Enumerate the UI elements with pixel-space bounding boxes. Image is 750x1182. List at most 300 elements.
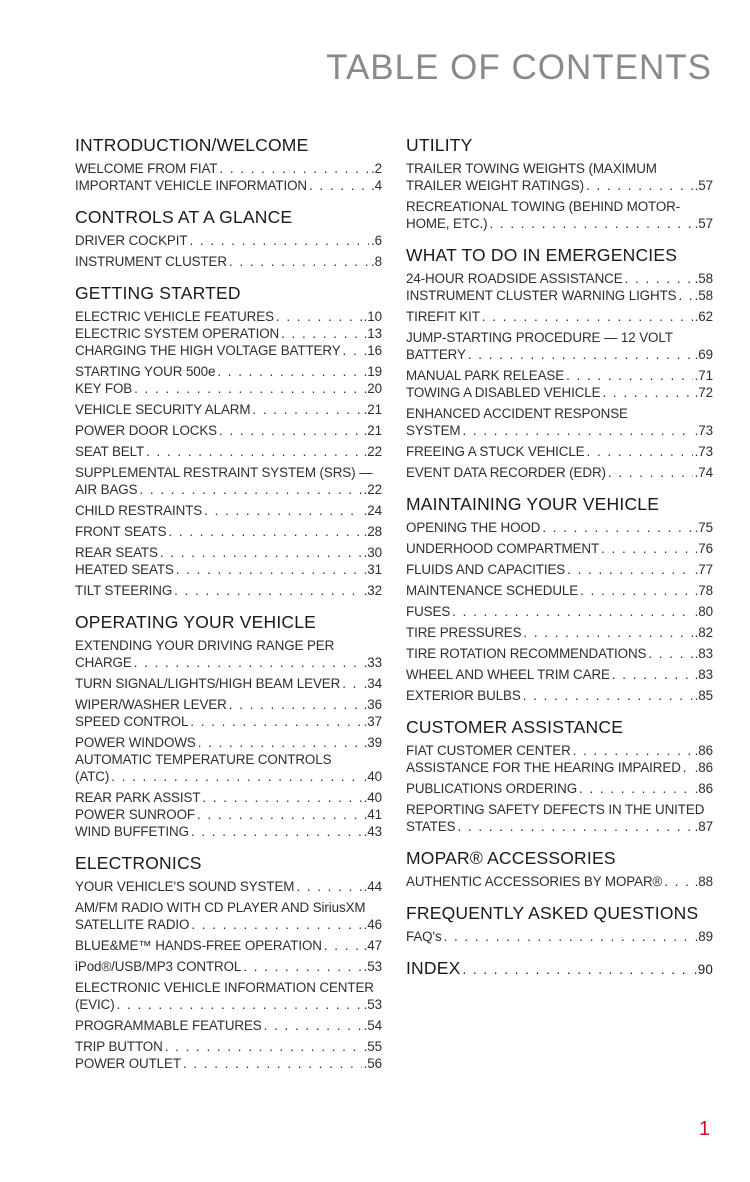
toc-entry-group <box>406 561 713 578</box>
toc-section-maintaining-your-vehicle <box>406 493 713 704</box>
entry-text: POWER WINDOWS <box>75 735 196 750</box>
entry-text: SYSTEM <box>406 423 461 438</box>
toc-entry[interactable] <box>75 464 382 498</box>
dot-leader <box>189 232 369 249</box>
entry-text: ELECTRIC SYSTEM OPERATION <box>75 326 280 341</box>
section-title-text: GETTING STARTED <box>75 283 241 303</box>
toc-entry-group <box>75 582 382 599</box>
entry-line <box>406 645 713 662</box>
entry-line <box>406 928 713 945</box>
section-title <box>75 852 382 874</box>
toc-right-column <box>406 134 713 993</box>
toc-section-what-to-do-in-emergencies <box>406 244 713 481</box>
entry-page-number: . 80 <box>695 603 713 620</box>
entry-line <box>406 561 713 578</box>
entry-text: INSTRUMENT CLUSTER <box>75 254 227 269</box>
dot-leader <box>342 675 361 692</box>
toc-entry-group <box>75 734 382 785</box>
toc-section-frequently-asked-questions <box>406 902 713 945</box>
entry-text: BATTERY <box>406 347 466 362</box>
toc-section-index <box>406 957 713 981</box>
entry-page-number: . 28 <box>364 523 382 540</box>
entry-text: REAR PARK ASSIST <box>75 790 201 805</box>
entry-line <box>75 1017 382 1034</box>
entry-page-number: . 19 <box>364 363 382 380</box>
toc-entry[interactable] <box>406 405 713 439</box>
toc-entry[interactable] <box>75 582 382 599</box>
toc-entry[interactable] <box>75 696 382 713</box>
section-title-text: ELECTRONICS <box>75 853 202 873</box>
toc-entry-group <box>406 624 713 641</box>
toc-entry[interactable] <box>75 544 382 561</box>
dot-leader <box>176 561 362 578</box>
toc-entry-group <box>75 160 382 194</box>
section-title-text: MOPAR® ACCESSORIES <box>406 848 616 868</box>
entry-line <box>75 342 382 359</box>
entry-page-number: . 86 <box>695 759 713 776</box>
entry-line <box>75 806 382 823</box>
toc-entry[interactable] <box>75 502 382 519</box>
entry-text: VEHICLE SECURITY ALARM <box>75 402 251 417</box>
dot-leader <box>683 759 693 776</box>
entry-page-number: . 75 <box>695 519 713 536</box>
entry-line <box>406 666 713 683</box>
entry-page-number: . 13 <box>364 325 382 342</box>
entry-line <box>75 996 382 1013</box>
dot-leader <box>191 916 361 933</box>
section-title-text: INTRODUCTION/WELCOME <box>75 135 309 155</box>
dot-leader <box>296 878 361 895</box>
dot-leader <box>197 806 362 823</box>
entry-page-number: . 20 <box>364 380 382 397</box>
toc-entry-group <box>75 899 382 933</box>
entry-text: PROGRAMMABLE FEATURES <box>75 1018 262 1033</box>
dot-leader <box>612 666 693 683</box>
toc-entry[interactable] <box>406 464 713 481</box>
section-title-text: INDEX <box>406 958 461 978</box>
toc-section-utility <box>406 134 713 232</box>
toc-entry[interactable] <box>75 937 382 954</box>
dot-leader <box>678 287 692 304</box>
entry-page-number: . 6 <box>371 232 382 249</box>
toc-entry[interactable] <box>75 308 382 325</box>
entry-text-line1: AUTOMATIC TEMPERATURE CONTROLS <box>75 752 332 767</box>
entry-text-line1: REPORTING SAFETY DEFECTS IN THE UNITED <box>406 802 705 817</box>
toc-entry[interactable] <box>406 308 713 325</box>
dot-leader <box>204 502 362 519</box>
toc-entry[interactable] <box>75 899 382 933</box>
toc-entry[interactable] <box>75 401 382 418</box>
toc-entry[interactable] <box>75 806 382 823</box>
dot-leader <box>579 780 693 797</box>
entry-page-number: . 22 <box>364 443 382 460</box>
page-title: TABLE OF CONTENTS <box>326 48 712 87</box>
toc-entry-group <box>75 1038 382 1072</box>
entry-line <box>406 443 713 460</box>
section-title <box>406 716 713 738</box>
dot-leader <box>452 603 693 620</box>
toc-entry[interactable] <box>75 675 382 692</box>
entry-line <box>406 603 713 620</box>
entry-text: SATELLITE RADIO <box>75 917 190 932</box>
entry-page-number: . 74 <box>695 464 713 481</box>
entry-page-number: . 41 <box>364 806 382 823</box>
entry-line <box>406 742 713 759</box>
toc-entry[interactable] <box>406 666 713 683</box>
toc-entry[interactable] <box>75 958 382 975</box>
toc-entry[interactable] <box>406 329 713 363</box>
toc-entry[interactable] <box>406 873 713 890</box>
dot-leader <box>648 645 692 662</box>
entry-text-line1: EXTENDING YOUR DRIVING RANGE PER <box>75 638 335 653</box>
entry-page-number: . 40 <box>364 768 382 785</box>
entry-page-number: . 62 <box>695 308 713 325</box>
dot-leader <box>117 996 362 1013</box>
toc-entry-group <box>75 443 382 460</box>
toc-left-column <box>75 134 382 1084</box>
toc-entry[interactable] <box>75 789 382 806</box>
entry-line <box>75 502 382 519</box>
toc-entry[interactable] <box>406 519 713 536</box>
entry-line <box>75 582 382 599</box>
entry-line <box>75 401 382 418</box>
entry-line <box>75 696 382 713</box>
entry-line <box>75 253 382 270</box>
entry-line <box>406 384 713 401</box>
entry-line <box>75 363 382 380</box>
toc-entry-group <box>406 329 713 363</box>
dot-leader <box>309 177 369 194</box>
toc-entry-group <box>406 540 713 557</box>
dot-leader <box>566 367 693 384</box>
entry-page-number: . 86 <box>695 742 713 759</box>
entry-text: UNDERHOOD COMPARTMENT <box>406 541 600 556</box>
entry-text: WIND BUFFETING <box>75 824 189 839</box>
entry-page-number: . 78 <box>695 582 713 599</box>
toc-entry[interactable] <box>406 928 713 945</box>
toc-entry[interactable] <box>406 561 713 578</box>
dot-leader <box>183 1055 362 1072</box>
toc-entry[interactable] <box>75 823 382 840</box>
entry-page-number: . 31 <box>364 561 382 578</box>
section-title-text: OPERATING YOUR VEHICLE <box>75 612 317 632</box>
entry-line <box>75 1038 382 1055</box>
dot-leader <box>587 443 693 460</box>
toc-entry-group <box>75 958 382 975</box>
toc-entry[interactable] <box>75 734 382 751</box>
dot-leader <box>573 742 693 759</box>
entry-text: CHILD RESTRAINTS <box>75 503 203 518</box>
dot-leader <box>608 464 693 481</box>
toc-entry[interactable] <box>406 198 713 232</box>
entry-text: INSTRUMENT CLUSTER WARNING LIGHTS <box>406 288 677 303</box>
entry-line <box>406 759 713 776</box>
entry-text: TIREFIT KIT <box>406 309 480 324</box>
section-title-text: MAINTAINING YOUR VEHICLE <box>406 494 660 514</box>
toc-entry[interactable] <box>75 443 382 460</box>
entry-line <box>406 687 713 704</box>
toc-entry[interactable] <box>75 1055 382 1072</box>
dot-leader <box>586 177 693 194</box>
entry-text: WHEEL AND WHEEL TRIM CARE <box>406 667 610 682</box>
entry-line <box>75 481 382 498</box>
dot-leader <box>165 1038 362 1055</box>
entry-page-number: . 33 <box>364 654 382 671</box>
toc-entry-group <box>406 367 713 401</box>
toc-entry-group <box>406 443 713 460</box>
entry-page-number: . 8 <box>371 253 382 270</box>
toc-entry[interactable] <box>75 160 382 177</box>
entry-page-number: . 89 <box>695 928 713 945</box>
entry-page-number: . 21 <box>364 422 382 439</box>
toc-section-mopar-accessories <box>406 847 713 890</box>
toc-entry[interactable] <box>75 253 382 270</box>
toc-entry-group <box>406 873 713 890</box>
toc-entry-group <box>75 502 382 519</box>
entry-text: FUSES <box>406 604 451 619</box>
entry-page-number: . 2 <box>371 160 382 177</box>
entry-line <box>75 916 382 933</box>
toc-entry[interactable] <box>406 603 713 620</box>
entry-page-number: . 55 <box>364 1038 382 1055</box>
toc-entry[interactable] <box>75 637 382 671</box>
entry-page-number: . 32 <box>364 582 382 599</box>
entry-text-line1: ELECTRONIC VEHICLE INFORMATION CENTER <box>75 980 374 995</box>
entry-line <box>406 177 713 194</box>
dot-leader <box>168 523 361 540</box>
entry-line <box>75 789 382 806</box>
dot-leader <box>174 582 362 599</box>
entry-page-number: . 54 <box>364 1017 382 1034</box>
section-title <box>406 134 713 156</box>
entry-page-number: . 22 <box>364 481 382 498</box>
entry-text: FRONT SEATS <box>75 524 167 539</box>
entry-line <box>75 523 382 540</box>
toc-entry[interactable] <box>406 443 713 460</box>
dot-leader <box>458 818 693 835</box>
entry-line <box>406 287 713 304</box>
entry-line <box>406 818 713 835</box>
toc-entry[interactable] <box>406 645 713 662</box>
entry-text: TRAILER WEIGHT RATINGS) <box>406 178 584 193</box>
toc-entry[interactable] <box>75 232 382 249</box>
entry-page-number: . 4 <box>371 177 382 194</box>
toc-entry-group <box>75 696 382 730</box>
entry-text-line1: AM/FM RADIO WITH CD PLAYER AND SiriusXM <box>75 900 366 915</box>
entry-page-number: . 37 <box>364 713 382 730</box>
entry-line <box>75 177 382 194</box>
entry-text: CHARGE <box>75 655 132 670</box>
toc-entry[interactable] <box>75 1038 382 1055</box>
entry-text: IMPORTANT VEHICLE INFORMATION <box>75 178 307 193</box>
section-title <box>406 493 713 515</box>
entry-text: ELECTRIC VEHICLE FEATURES <box>75 309 274 324</box>
entry-page-number: . 57 <box>695 215 713 232</box>
entry-page-number: . 10 <box>364 308 382 325</box>
dot-leader <box>462 422 692 439</box>
toc-entry-group <box>75 363 382 397</box>
toc-entry[interactable] <box>406 540 713 557</box>
toc-entry[interactable] <box>406 624 713 641</box>
toc-entry-group <box>406 582 713 599</box>
section-title <box>75 282 382 304</box>
entry-text: YOUR VEHICLE'S SOUND SYSTEM <box>75 879 295 894</box>
entry-text-line1: ENHANCED ACCIDENT RESPONSE <box>406 406 628 421</box>
entry-line <box>75 958 382 975</box>
dot-leader <box>134 654 362 671</box>
section-title <box>75 206 382 228</box>
toc-entry[interactable] <box>406 759 713 776</box>
entry-line <box>75 232 382 249</box>
entry-line <box>75 422 382 439</box>
section-title <box>75 134 382 156</box>
entry-text: AUTHENTIC ACCESSORIES BY MOPAR® <box>406 874 663 889</box>
toc-entry-group <box>406 405 713 439</box>
section-title-text: CONTROLS AT A GLANCE <box>75 207 293 227</box>
toc-entry[interactable] <box>406 742 713 759</box>
toc-entry[interactable] <box>75 979 382 1013</box>
section-title <box>406 902 713 924</box>
entry-text: (ATC) <box>75 769 110 784</box>
toc-entry-group <box>406 198 713 232</box>
section-title-text: CUSTOMER ASSISTANCE <box>406 717 624 737</box>
entry-page-number: . 56 <box>364 1055 382 1072</box>
dot-leader <box>444 928 693 945</box>
entry-line <box>75 768 382 785</box>
entry-text: TIRE PRESSURES <box>406 625 522 640</box>
toc-entry-group <box>75 789 382 840</box>
entry-text: FIAT CUSTOMER CENTER <box>406 743 571 758</box>
toc-entry[interactable] <box>75 561 382 578</box>
entry-line <box>75 308 382 325</box>
entry-text: TURN SIGNAL/LIGHTS/HIGH BEAM LEVER <box>75 676 341 691</box>
toc-entry[interactable] <box>75 1017 382 1034</box>
toc-entry[interactable] <box>406 582 713 599</box>
toc-entry[interactable] <box>406 384 713 401</box>
toc-entry-group <box>75 422 382 439</box>
toc-entry[interactable] <box>75 342 382 359</box>
entry-line <box>406 582 713 599</box>
dot-leader <box>264 1017 362 1034</box>
toc-entry[interactable] <box>75 422 382 439</box>
toc-entry[interactable] <box>406 780 713 797</box>
entry-page-number: . 82 <box>695 624 713 641</box>
toc-entry-group <box>75 878 382 895</box>
toc-section-operating-your-vehicle <box>75 611 382 840</box>
toc-entry-group <box>75 637 382 671</box>
toc-entry[interactable] <box>75 363 382 380</box>
toc-entry-group <box>75 232 382 249</box>
toc-entry-group <box>406 801 713 835</box>
toc-entry[interactable] <box>75 523 382 540</box>
entry-text: WELCOME FROM FIAT <box>75 161 218 176</box>
entry-line <box>406 308 713 325</box>
entry-text: FREEING A STUCK VEHICLE <box>406 444 585 459</box>
dot-leader <box>229 696 362 713</box>
toc-entry[interactable] <box>75 878 382 895</box>
entry-line <box>75 380 382 397</box>
entry-text: WIPER/WASHER LEVER <box>75 697 227 712</box>
toc-entry[interactable] <box>75 380 382 397</box>
entry-text: MANUAL PARK RELEASE <box>406 368 565 383</box>
entry-page-number: . 44 <box>364 878 382 895</box>
toc-entry-group <box>75 675 382 692</box>
entry-line <box>75 325 382 342</box>
entry-page-number: . 73 <box>695 422 713 439</box>
toc-entry[interactable] <box>75 177 382 194</box>
toc-entry-group <box>75 253 382 270</box>
toc-entry-group <box>75 937 382 954</box>
toc-entry[interactable] <box>406 367 713 384</box>
toc-entry-group <box>406 780 713 797</box>
entry-text: REAR SEATS <box>75 545 158 560</box>
toc-entry-group <box>406 464 713 481</box>
entry-line <box>406 780 713 797</box>
toc-entry-group <box>75 464 382 498</box>
dot-leader <box>219 422 362 439</box>
entry-line <box>406 624 713 641</box>
entry-page-number: . 46 <box>364 916 382 933</box>
toc-entry[interactable] <box>406 687 713 704</box>
toc-entry[interactable] <box>75 325 382 342</box>
entry-page-number: . 83 <box>695 645 713 662</box>
entry-line <box>406 346 713 363</box>
entry-text: HOME, ETC.) <box>406 216 488 231</box>
entry-text: EVENT DATA RECORDER (EDR) <box>406 465 606 480</box>
toc-entry[interactable] <box>406 287 713 304</box>
entry-text-line1: SUPPLEMENTAL RESTRAINT SYSTEM (SRS) — <box>75 465 373 480</box>
entry-text: FLUIDS AND CAPACITIES <box>406 562 566 577</box>
toc-entry[interactable] <box>406 801 713 835</box>
toc-entry-group <box>75 308 382 359</box>
entry-text-line1: RECREATIONAL TOWING (BEHIND MOTOR- <box>406 199 681 214</box>
entry-text: 24-HOUR ROADSIDE ASSISTANCE <box>406 271 623 286</box>
toc-entry[interactable] <box>406 160 713 194</box>
dot-leader <box>219 160 369 177</box>
dot-leader <box>146 443 362 460</box>
entry-line <box>406 540 713 557</box>
section-title-text: FREQUENTLY ASKED QUESTIONS <box>406 903 699 923</box>
dot-leader <box>281 325 362 342</box>
section-title <box>406 244 713 266</box>
dot-leader <box>160 544 362 561</box>
dot-leader <box>489 215 692 232</box>
entry-line <box>75 1055 382 1072</box>
toc-entry[interactable] <box>75 751 382 785</box>
toc-entry[interactable] <box>75 713 382 730</box>
toc-section-customer-assistance <box>406 716 713 835</box>
toc-entry-group <box>406 519 713 536</box>
dot-leader <box>602 384 692 401</box>
entry-page-number: . 69 <box>695 346 713 363</box>
entry-line <box>406 464 713 481</box>
dot-leader <box>542 519 692 536</box>
entry-text: MAINTENANCE SCHEDULE <box>406 583 579 598</box>
toc-entry-group <box>75 544 382 578</box>
toc-entry-group <box>406 687 713 704</box>
toc-entry-group <box>75 1017 382 1034</box>
section-title[interactable] <box>406 957 713 981</box>
section-title-text: UTILITY <box>406 135 473 155</box>
toc-entry[interactable] <box>406 270 713 287</box>
toc-entry-group <box>75 401 382 418</box>
dot-leader <box>523 687 693 704</box>
entry-page-number: . 53 <box>364 958 382 975</box>
entry-line <box>75 544 382 561</box>
dot-leader <box>468 346 693 363</box>
entry-line <box>406 270 713 287</box>
section-title-text: WHAT TO DO IN EMERGENCIES <box>406 245 678 265</box>
